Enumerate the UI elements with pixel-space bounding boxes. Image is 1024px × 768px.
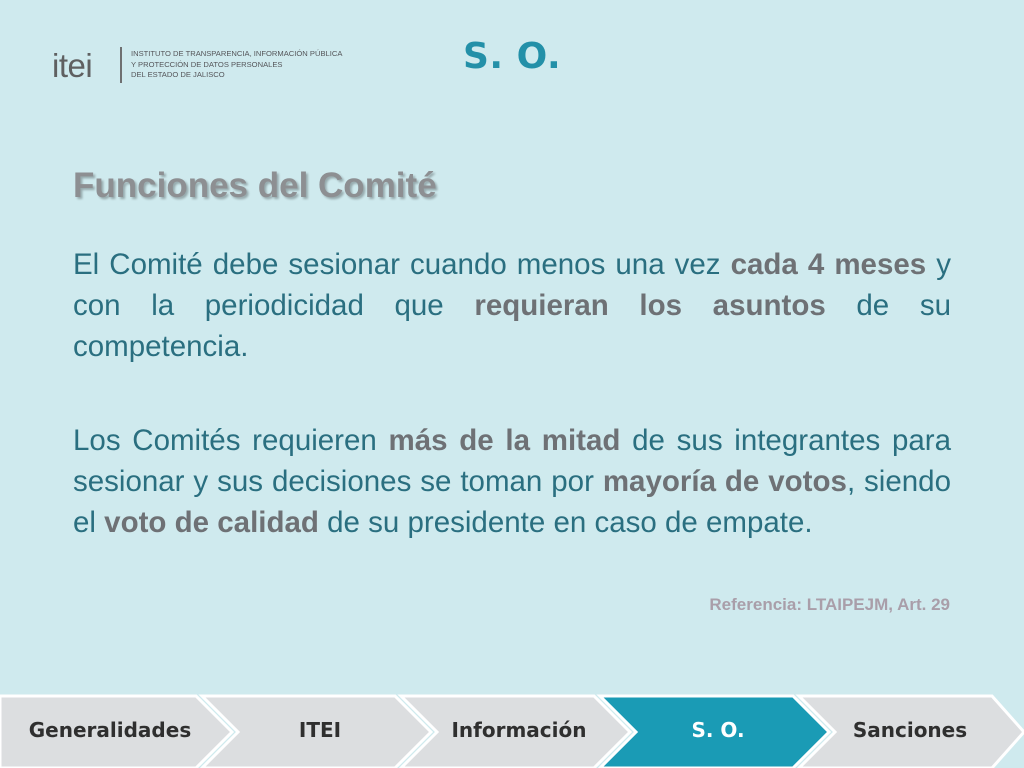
section-navigation [0, 691, 1024, 768]
text-run: y con la periodicidad que [73, 248, 951, 322]
nav-item-generalidades[interactable]: Generalidades [28, 718, 192, 742]
nav-item-informacion[interactable]: Información [451, 718, 587, 742]
text-run: Los Comités requieren [73, 424, 389, 457]
text-run: de su competencia. [73, 289, 951, 363]
nav-item-itei[interactable]: ITEI [298, 718, 342, 742]
logo-divider [120, 47, 122, 83]
nav-item-so[interactable]: S. O. [691, 718, 745, 742]
text-run: de sus integrantes para sesionar y sus decisiones se toman por [73, 424, 951, 498]
text-run: de su presidente en caso de empate. [318, 506, 813, 539]
slide-heading: Funciones del Comité [73, 166, 437, 205]
legal-reference: Referencia: LTAIPEJM, Art. 29 [709, 595, 950, 614]
logo-line: DEL ESTADO DE JALISCO [131, 70, 225, 79]
logo-line: INSTITUTO DE TRANSPARENCIA, INFORMACIÓN PÚBLICA [131, 49, 343, 58]
paragraph-1 [73, 244, 951, 367]
logo-line: Y PROTECCIÓN DE DATOS PERSONALES [131, 59, 283, 69]
paragraph-2 [73, 420, 951, 543]
logo-institution-name [131, 49, 342, 81]
text-run-bold: requieran los asuntos [474, 289, 826, 322]
text-run-bold: voto de calidad [104, 506, 319, 539]
text-run-bold: cada 4 meses [730, 248, 927, 281]
text-run-bold: mayoría de votos [602, 465, 847, 498]
text-run: El Comité debe sesionar cuando menos una vez [73, 248, 731, 281]
logo-wordmark: itei [52, 47, 93, 84]
nav-item-sanciones[interactable]: Sanciones [852, 718, 968, 742]
text-run: , siendo el [73, 465, 951, 539]
section-tag: S. O. [463, 36, 562, 77]
text-run-bold: más de la mitad [388, 424, 621, 457]
